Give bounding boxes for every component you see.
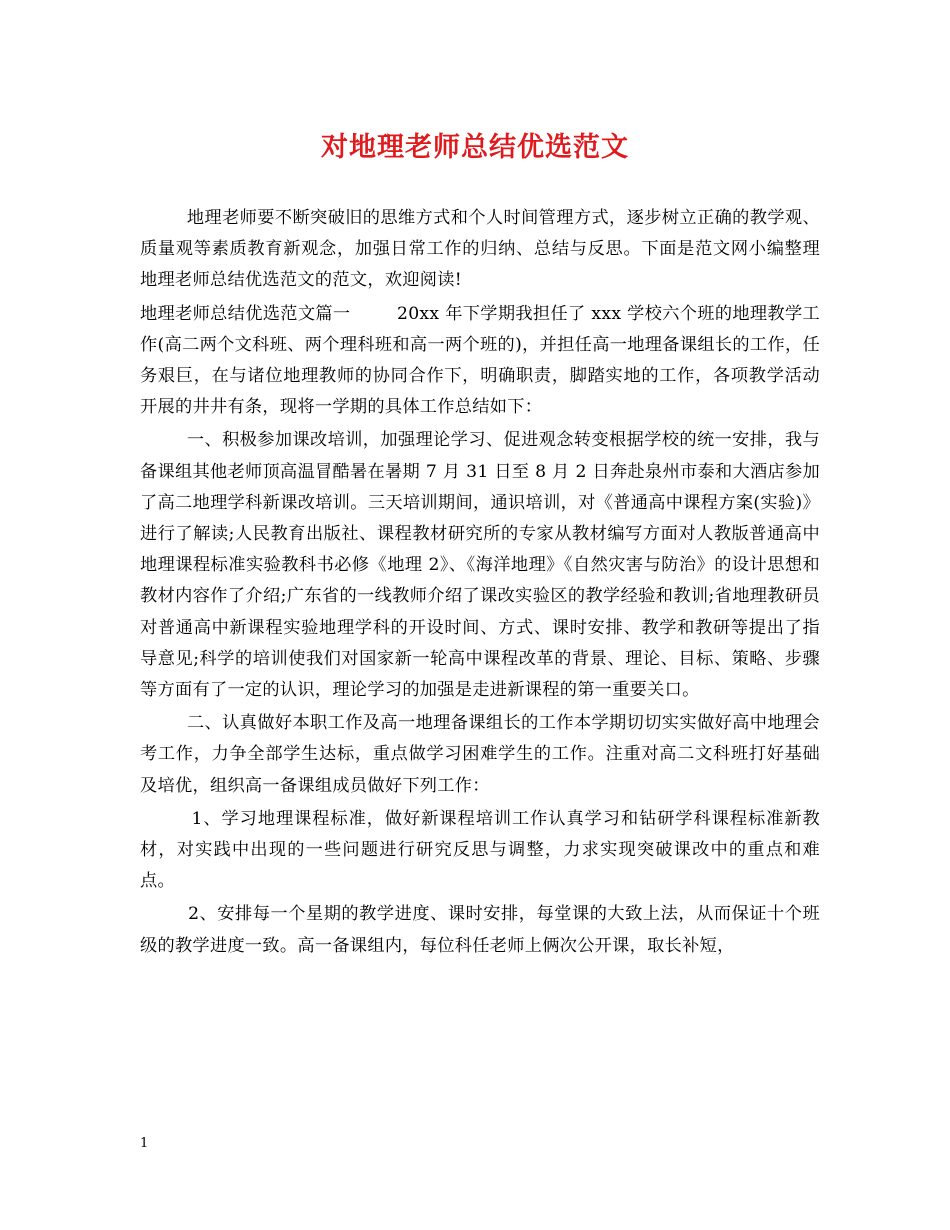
item-two-paragraph: 2、安排每一个星期的教学进度、课时安排，每堂课的大致上法，从而保证十个班级的教学进度一致。高一备课组内，每位科任老师上俩次公开课，取长补短， xyxy=(140,904,820,956)
document-body xyxy=(140,203,820,964)
point-two-paragraph: 二、认真做好本职工作及高一地理备课组长的工作本学期切切实实做好高中地理会考工作，力争全部学生达标，重点做学习困难学生的工作。注重对高二文科班打好基础及培优，组织高一备课组成员做好下列工作： xyxy=(140,713,820,796)
page-number: 1 xyxy=(140,1136,149,1151)
document-title: 对地理老师总结优选范文 xyxy=(321,132,629,163)
intro-paragraph: 地理老师要不断突破旧的思维方式和个人时间管理方式，逐步树立正确的教学观、质量观等素质教育新观念，加强日常工作的归纳、总结与反思。下面是范文网小编整理地理老师总结优选范文的范文，欢迎阅读! xyxy=(140,208,820,291)
point-one-paragraph: 一、积极参加课改培训，加强理论学习、促进观念转变根据学校的统一安排，我与备课组其他老师顶高温冒酷暑在暑期 7 月 31 日至 8 月 2 日奔赴泉州市泰和大酒店参加了高二地理学科新课改培训。三天培训期间，通识培训，对《普通高中课程方案(实验)》进行了解读;人民教育出版社、课程教材研究所的专家从教材编写方面对人教版普通高中地理课程标准实验教科书必修《地理 2》、《海洋地理》《自然灾害与防治》的设计思想和教材内容作了介绍;广东省的一线教师介绍了课改实验区的教学经验和教训;省地理教研员对普通高中新课程实验地理学科的开设时间、方式、课时安排、教学和教研等提出了指导意见;科学的培训使我们对国家新一轮高中课程改革的背景、理论、目标、策略、步骤等方面有了一定的认识，理论学习的加强是走进新课程的第一重要关口。 xyxy=(140,430,820,701)
section-one-paragraph: 地理老师总结优选范文篇一 20xx 年下学期我担任了 xxx 学校六个班的地理教学工作(高二两个文科班、两个理科班和高一两个班的)，并担任高一地理备课组长的工作，任务艰巨，在与诸位地理教师的协同合作下，明确职责，脚踏实地的工作，各项教学活动开展的井井有条，现将一学期的具体工作总结如下： xyxy=(140,303,820,418)
item-one-paragraph: 1、学习地理课程标准，做好新课程培训工作认真学习和钻研学科课程标准新教材，对实践中出现的一些问题进行研究反思与调整，力求实现突破课改中的重点和难点。 xyxy=(140,808,820,892)
